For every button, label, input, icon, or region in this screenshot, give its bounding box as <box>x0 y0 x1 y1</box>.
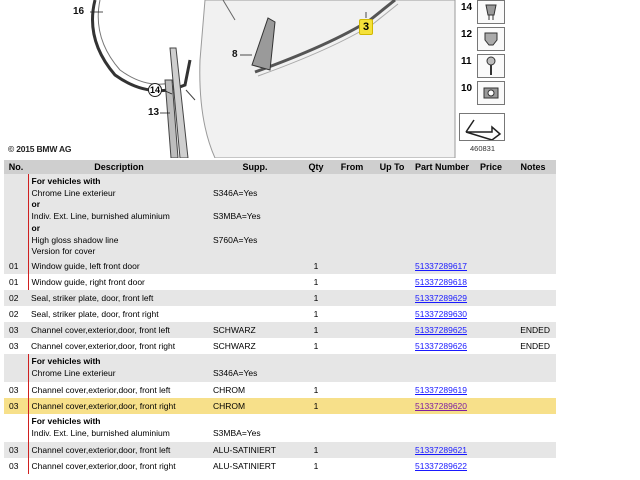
part-number-link[interactable]: 51337289617 <box>415 261 468 271</box>
part-description: Channel cover,exterior,door, front right <box>28 458 210 474</box>
condition-description: For vehicles with Chrome Line exterieur or Indiv. Ext. Line, burnished aluminium or High gloss shadow line Version for cover <box>28 174 210 258</box>
part-description: Window guide, right front door <box>28 274 210 290</box>
condition-description: For vehicles with Chrome Line exterieur <box>28 354 210 382</box>
col-price: Price <box>472 160 510 174</box>
legend-number: 14 <box>461 2 473 13</box>
part-number-link[interactable]: 51337289630 <box>415 309 468 319</box>
part-number-link[interactable]: 51337289620 <box>415 401 468 411</box>
col-supp: Supp. <box>210 160 300 174</box>
condition-description: For vehicles with Indiv. Ext. Line, burnished aluminium <box>28 414 210 442</box>
part-number-link[interactable]: 51337289625 <box>415 325 468 335</box>
table-header-row <box>4 160 556 174</box>
condition-row <box>4 354 556 382</box>
part-number-link[interactable]: 51337289619 <box>415 385 468 395</box>
part-number-link[interactable]: 51337289626 <box>415 341 468 351</box>
table-row-selected[interactable]: 03 Channel cover,exterior,door, front right CHROM 1 51337289620 <box>4 398 556 414</box>
screw-icon <box>477 54 505 78</box>
parts-diagram[interactable] <box>0 0 640 158</box>
table-row[interactable]: 01 Window guide, right front door 1 51337289618 <box>4 274 556 290</box>
parts-legend <box>459 0 507 108</box>
condition-supp: S3MBA=Yes <box>210 414 300 442</box>
table-row[interactable]: 02 Seal, striker plate, door, front left 1 51337289629 <box>4 290 556 306</box>
direction-arrow-icon <box>459 113 505 141</box>
table-row[interactable]: 02 Seal, striker plate, door, front right 1 51337289630 <box>4 306 556 322</box>
part-description: Seal, striker plate, door, front right <box>28 306 210 322</box>
col-part-number: Part Number <box>412 160 472 174</box>
table-row[interactable]: 03 Channel cover,exterior,door, front left CHROM 1 51337289619 <box>4 382 556 398</box>
col-no: No. <box>4 160 28 174</box>
table-row[interactable]: 03 Channel cover,exterior,door, front left ALU-SATINIERT 1 51337289621 <box>4 442 556 458</box>
part-number-link[interactable]: 51337289622 <box>415 461 468 471</box>
table-row[interactable]: 03 Channel cover,exterior,door, front right SCHWARZ 1 51337289626 ENDED <box>4 338 556 354</box>
part-number-link[interactable]: 51337289621 <box>415 445 468 455</box>
condition-row <box>4 174 556 258</box>
image-number: 460831 <box>470 144 496 153</box>
door-illustration <box>0 0 640 158</box>
part-description: Channel cover,exterior,door, front left <box>28 442 210 458</box>
copyright-text: © 2015 BMW AG <box>8 144 72 154</box>
part-description: Seal, striker plate, door, front left <box>28 290 210 306</box>
col-description: Description <box>28 160 210 174</box>
legend-item-10[interactable] <box>459 81 507 105</box>
status-ended: ENDED <box>510 322 556 338</box>
legend-item-12[interactable] <box>459 27 507 51</box>
callout-13[interactable]: 13 <box>148 107 160 118</box>
legend-item-11[interactable] <box>459 54 507 78</box>
col-notes: Notes <box>510 160 556 174</box>
legend-number: 12 <box>461 29 473 40</box>
nut-clip-icon <box>477 81 505 105</box>
part-description: Window guide, left front door <box>28 258 210 274</box>
col-upto: Up To <box>372 160 412 174</box>
part-number-link[interactable]: 51337289629 <box>415 293 468 303</box>
part-description: Channel cover,exterior,door, front left <box>28 322 210 338</box>
legend-number: 10 <box>461 83 473 94</box>
callout-8[interactable]: 8 <box>232 49 238 60</box>
col-qty: Qty <box>300 160 332 174</box>
table-row[interactable]: 03 Channel cover,exterior,door, front right ALU-SATINIERT 1 51337289622 <box>4 458 556 474</box>
parts-table <box>4 160 556 474</box>
callout-14[interactable]: 14 <box>149 85 160 95</box>
col-from: From <box>332 160 372 174</box>
callout-3-highlighted[interactable]: 3 <box>359 19 373 35</box>
clip-icon <box>477 0 505 24</box>
legend-item-14[interactable] <box>459 0 507 24</box>
condition-supp: S346A=Yes S3MBA=Yes S760A=Yes <box>210 174 300 258</box>
status-ended: ENDED <box>510 338 556 354</box>
table-row[interactable]: 01 Window guide, left front door 1 51337289617 <box>4 258 556 274</box>
condition-row <box>4 414 556 442</box>
part-description: Channel cover,exterior,door, front right <box>28 338 210 354</box>
clip-nut-icon <box>477 27 505 51</box>
legend-number: 11 <box>461 56 472 67</box>
part-number-link[interactable]: 51337289618 <box>415 277 468 287</box>
table-row[interactable]: 03 Channel cover,exterior,door, front left SCHWARZ 1 51337289625 ENDED <box>4 322 556 338</box>
condition-supp: S346A=Yes <box>210 354 300 382</box>
callout-16[interactable]: 16 <box>73 6 85 17</box>
part-description: Channel cover,exterior,door, front left <box>28 382 210 398</box>
part-description: Channel cover,exterior,door, front right <box>28 398 210 414</box>
